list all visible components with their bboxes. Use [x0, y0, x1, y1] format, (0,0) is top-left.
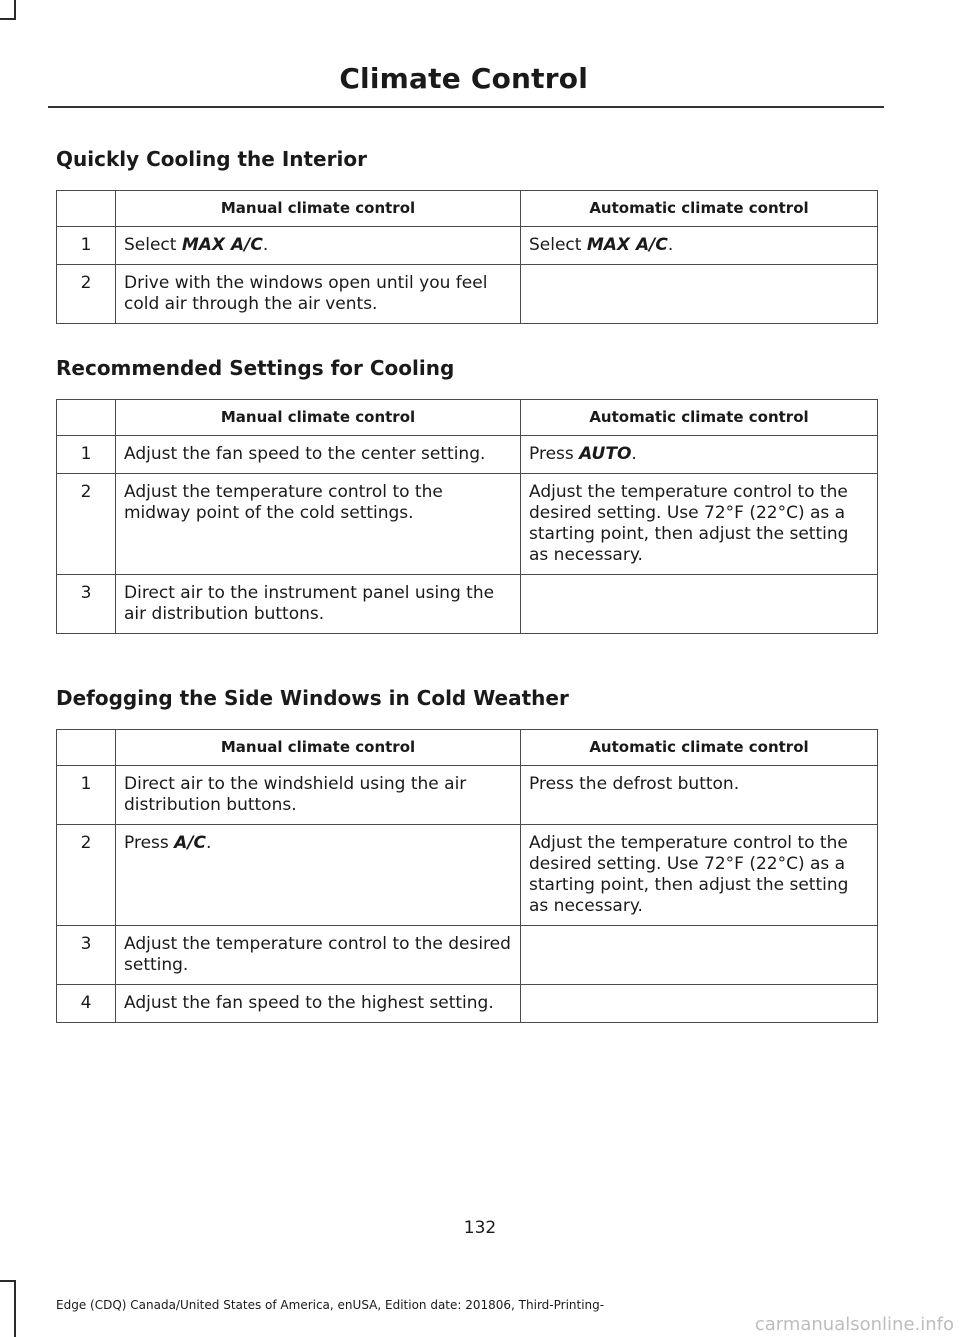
step-number: 1 — [57, 436, 116, 474]
manual-step: Adjust the fan speed to the center setting. — [116, 436, 521, 474]
section-title: Quickly Cooling the Interior — [56, 147, 367, 171]
steps-table — [56, 399, 878, 634]
command-label: AUTO — [579, 444, 632, 464]
table-header-row — [57, 191, 878, 227]
step-number-header — [57, 400, 116, 436]
table-row — [57, 436, 878, 474]
step-number: 2 — [57, 825, 116, 926]
table-row — [57, 575, 878, 634]
section-title: Recommended Settings for Cooling — [56, 356, 455, 380]
automatic-step: Press AUTO. — [521, 436, 878, 474]
manual-column-header: Manual climate control — [116, 730, 521, 766]
watermark: carmanualsonline.info — [754, 1314, 954, 1335]
table-row — [57, 926, 878, 985]
step-number-header — [57, 191, 116, 227]
automatic-step — [521, 265, 878, 324]
command-label: MAX A/C — [586, 235, 668, 255]
crop-mark — [0, 18, 16, 20]
automatic-step: Adjust the temperature control to the desired setting. Use 72°F (22°C) as a starting point, then adjust the setting as necessary. — [521, 825, 878, 926]
page-header — [48, 58, 884, 108]
crop-mark — [14, 1280, 16, 1337]
table-row — [57, 474, 878, 575]
step-number-header — [57, 730, 116, 766]
manual-column-header: Manual climate control — [116, 191, 521, 227]
page-number: 132 — [463, 1218, 497, 1238]
automatic-step: Press the defrost button. — [521, 766, 878, 825]
table-row — [57, 265, 878, 324]
page-title: Climate Control — [339, 62, 588, 95]
manual-step: Direct air to the instrument panel using the air distribution buttons. — [116, 575, 521, 634]
step-number: 4 — [57, 985, 116, 1023]
manual-step: Drive with the windows open until you feel cold air through the air vents. — [116, 265, 521, 324]
table-header-row — [57, 730, 878, 766]
automatic-column-header: Automatic climate control — [521, 191, 878, 227]
step-number: 2 — [57, 474, 116, 575]
steps-table — [56, 190, 878, 324]
table-row — [57, 985, 878, 1023]
manual-step: Select MAX A/C. — [116, 227, 521, 265]
manual-step: Adjust the temperature control to the midway point of the cold settings. — [116, 474, 521, 575]
crop-mark — [14, 0, 16, 18]
section-title: Defogging the Side Windows in Cold Weather — [56, 686, 569, 710]
table-row — [57, 227, 878, 265]
manual-step: Direct air to the windshield using the air distribution buttons. — [116, 766, 521, 825]
manual-step: Adjust the temperature control to the desired setting. — [116, 926, 521, 985]
automatic-step: Select MAX A/C. — [521, 227, 878, 265]
manual-step: Press A/C. — [116, 825, 521, 926]
manual-column-header: Manual climate control — [116, 400, 521, 436]
step-number: 3 — [57, 926, 116, 985]
step-number: 1 — [57, 227, 116, 265]
automatic-column-header: Automatic climate control — [521, 730, 878, 766]
automatic-step — [521, 985, 878, 1023]
edition-footer: Edge (CDQ) Canada/United States of America, enUSA, Edition date: 201806, Third-Printing- — [56, 1298, 605, 1312]
table-header-row — [57, 400, 878, 436]
step-number: 2 — [57, 265, 116, 324]
manual-step: Adjust the fan speed to the highest setting. — [116, 985, 521, 1023]
command-label: A/C — [174, 833, 206, 853]
automatic-step — [521, 926, 878, 985]
command-label: MAX A/C — [181, 235, 263, 255]
steps-table — [56, 729, 878, 1023]
table-row — [57, 766, 878, 825]
step-number: 3 — [57, 575, 116, 634]
crop-mark — [0, 1280, 16, 1282]
table-row — [57, 825, 878, 926]
automatic-column-header: Automatic climate control — [521, 400, 878, 436]
automatic-step — [521, 575, 878, 634]
automatic-step: Adjust the temperature control to the desired setting. Use 72°F (22°C) as a starting point, then adjust the setting as necessary. — [521, 474, 878, 575]
step-number: 1 — [57, 766, 116, 825]
